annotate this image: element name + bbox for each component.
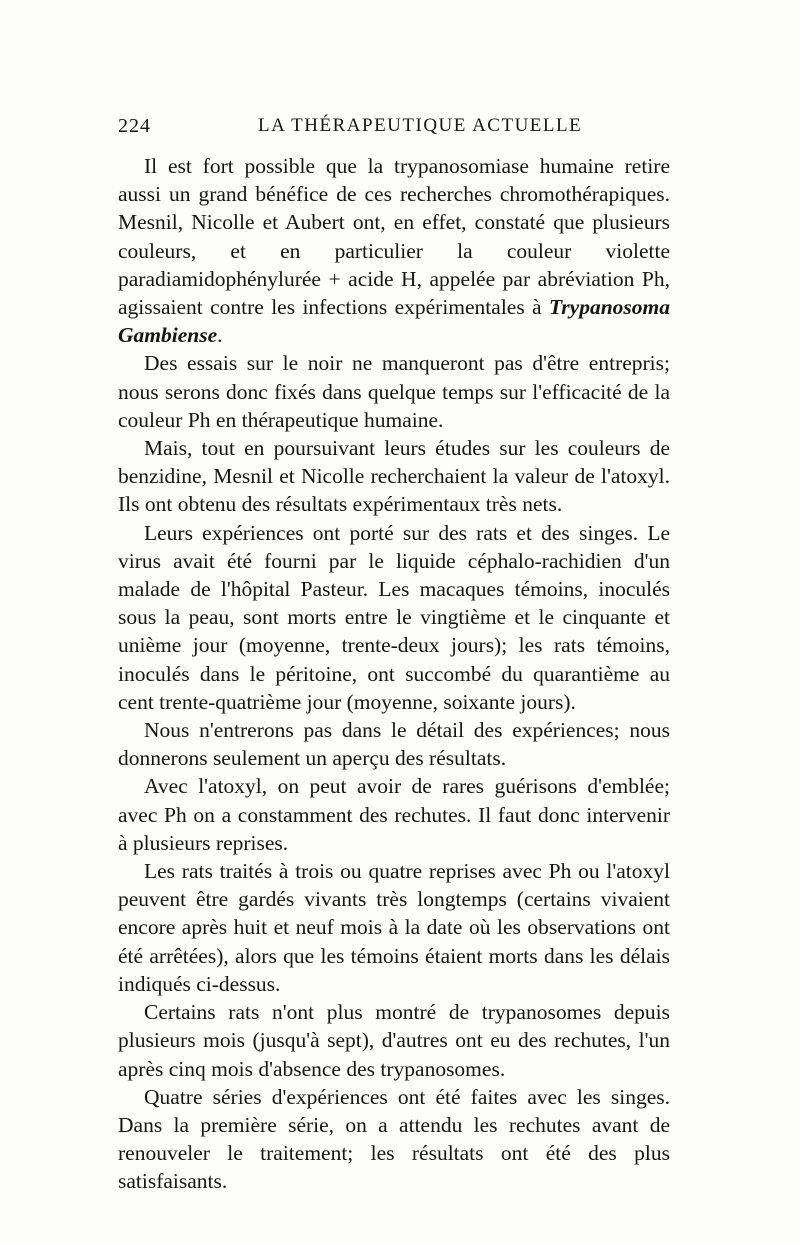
running-title: LA THÉRAPEUTIQUE ACTUELLE bbox=[258, 115, 583, 136]
paragraph: Des essais sur le noir ne manqueront pas d'être entrepris; nous serons donc fixés dans quelque temps sur l'efficacité de la couleur Ph en thérapeutique humaine. bbox=[118, 351, 670, 432]
paragraph bbox=[118, 152, 670, 349]
running-head bbox=[118, 115, 680, 145]
paragraph: Les rats traités à trois ou quatre reprises avec Ph ou l'atoxyl peuvent être gardés vivants très longtemps (certains vivaient encore après huit et neuf mois à la date où les observations ont été arrêtées), alors que les témoins étaient morts dans les délais indiqués ci-dessus. bbox=[118, 859, 670, 996]
paragraph: Avec l'atoxyl, on peut avoir de rares guérisons d'emblée; avec Ph on a constamment des rechutes. Il faut donc intervenir à plusieurs reprises. bbox=[118, 774, 670, 855]
paragraph-text: Il est fort possible que la trypanosomiase humaine retire aussi un grand bénéfice de ces recherches chromothérapiques. Mesnil, Nicolle et Aubert ont, en effet, constaté que plusieurs couleurs, et en particulier la couleur violette paradiamidophénylurée + acide H, appelée par abréviation Ph, agissaient contre les infections expérimentales à bbox=[118, 154, 670, 320]
body-text bbox=[118, 152, 670, 1196]
species-name: Trypanosoma Gambiense bbox=[118, 295, 670, 348]
paragraph-text-end: . bbox=[217, 323, 223, 348]
paragraph: Certains rats n'ont plus montré de trypanosomes depuis plusieurs mois (jusqu'à sept), d'autres ont eu des rechutes, l'un après cinq mois d'absence des trypanosomes. bbox=[118, 1000, 670, 1081]
paragraph: Mais, tout en poursuivant leurs études sur les couleurs de benzidine, Mesnil et Nicolle recherchaient la valeur de l'atoxyl. Ils ont obtenu des résultats expérimentaux très nets. bbox=[118, 436, 670, 517]
page-number: 224 bbox=[118, 115, 151, 137]
paragraph: Quatre séries d'expériences ont été faites avec les singes. Dans la première série, on a attendu les rechutes avant de renouveler le traitement; les résultats ont été des plus satisfaisants. bbox=[118, 1084, 670, 1194]
paragraph: Leurs expériences ont porté sur des rats et des singes. Le virus avait été fourni par le liquide céphalo-rachidien d'un malade de l'hôpital Pasteur. Les macaques témoins, inoculés sous la peau, sont morts entre le vingtième et le cinquante et unième jour (moyenne, trente-deux jours); les rats témoins, inoculés dans le péritoine, ont succombé du quarantième au cent trente-quatrième jour (moyenne, soixante jours). bbox=[118, 520, 670, 714]
paragraph: Nous n'entrerons pas dans le détail des expériences; nous donnerons seulement un aperçu des résultats. bbox=[118, 718, 670, 771]
